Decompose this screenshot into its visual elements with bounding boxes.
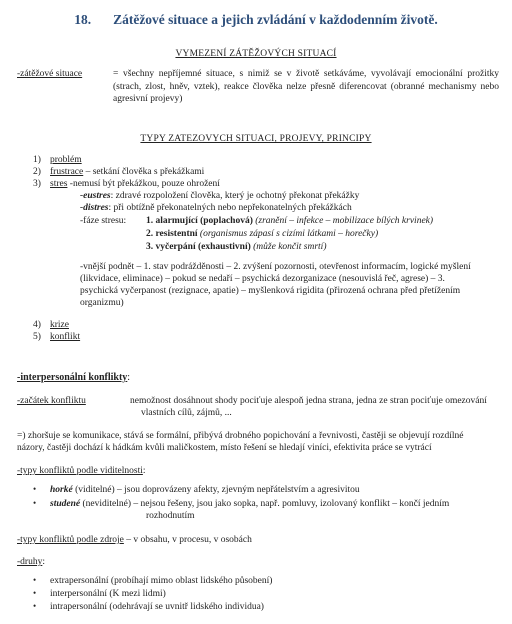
phase-1: 1. alarmující (poplachová) (zranění – infekce – mobilizace bílých krvinek) <box>146 216 434 226</box>
list-number: 4) <box>33 320 41 330</box>
cold-text-line-2: rozhodnutím <box>146 511 195 521</box>
phase-desc: (zranění – infekce – mobilizace bílých krvinek) <box>252 216 434 226</box>
external-line-1: -vnější podnět – 1. stav podrážděnosti – 2. zvýšení pozornosti, otevřenost informacím, logické myšlení <box>80 262 471 272</box>
external-line-2: (likvidace, eliminace) – pokud se nedaří – psychická dezorganizace (nesouvislá řeč, agrese) – 3. <box>80 274 445 284</box>
cold-conflict <box>50 498 449 511</box>
list-label: frustrace <box>50 167 84 177</box>
phase-desc: (organismus zápasí s cizími látkami – horečky) <box>197 229 379 239</box>
definition-text: = všechny nepříjemné situace, s nimiž se v životě setkáváme, vyvolávají emocionální prožitky (strach, zlost, hněv, vztek), reakce člověka nelze přesně diferencovat (obranné mechanismy nebo agresivní projevy) <box>113 69 499 104</box>
list-label: konflikt <box>50 332 81 342</box>
bullet-icon: • <box>33 588 37 598</box>
bullet-icon: • <box>33 498 37 508</box>
list-number: 2) <box>33 167 41 177</box>
definition-term: -zátěžové situace <box>17 69 83 79</box>
list-number: 3) <box>33 179 41 189</box>
page-title <box>0 12 512 28</box>
hot-conflict <box>50 484 360 497</box>
visibility-heading: -typy konfliktů podle viditelnosti: <box>17 466 146 476</box>
eustres-term: -eustres <box>80 191 111 201</box>
kinds-heading: -druhy: <box>17 557 45 567</box>
phase-name: vyčerpání (exhaustivní) <box>155 242 251 252</box>
hot-term: horké <box>50 485 73 495</box>
source-text: – v obsahu, v procesu, v osobách <box>123 535 252 545</box>
list-item-conflict <box>33 331 81 344</box>
distres-text: : při obtížně překonatelných nebo nepřekonatelných překážkách <box>108 203 352 213</box>
external-line-4: organizmu) <box>80 298 124 308</box>
phase-name: resistentní <box>155 229 198 239</box>
external-line-3: psychická vyčerpanost (rezignace, apatie) – myšlenková rigidita (přirozená ochrana před přetížením <box>80 286 461 296</box>
bullet-icon: • <box>33 575 37 585</box>
eustres-line <box>80 190 359 203</box>
phase-label: -fáze stresu: <box>80 216 127 226</box>
list-item-frustration <box>33 166 205 179</box>
conflict-effect-line-1: =) zhoršuje se komunikace, stává se formální, přibývá drobného popichování a řevnivosti, častěji se objevují rozdílné <box>17 431 464 441</box>
source-line <box>17 534 252 547</box>
distres-line <box>80 202 352 215</box>
source-heading: -typy konfliktů podle zdroje <box>17 535 124 545</box>
bullet-icon: • <box>33 601 37 611</box>
list-label: stres <box>50 179 68 189</box>
bullet-icon: • <box>33 484 37 494</box>
list-item-stress <box>33 178 220 191</box>
conflict-start-line-2: vlastních cílů, zájmů, ... <box>141 408 232 418</box>
list-number: 5) <box>33 332 41 342</box>
list-label: problém <box>50 155 82 165</box>
hot-text: (viditelné) – jsou doprovázeny afekty, zjevným nepřátelstvím a agresivitou <box>72 485 360 495</box>
phase-name: alarmující (poplachová) <box>155 216 253 226</box>
distres-term: -distres <box>80 203 109 213</box>
list-number: 1) <box>33 155 41 165</box>
list-item-problem <box>33 154 82 167</box>
conflict-start-term: -začátek konfliktu <box>17 396 86 406</box>
phase-3: 3. vyčerpání (exhaustivní) (může končit smrtí) <box>146 242 327 252</box>
phase-2: 2. resistentní (organismus zápasí s cizími látkami – horečky) <box>146 229 379 239</box>
list-text: – setkání člověka s překážkami <box>83 167 205 177</box>
conflict-effect-line-2: názory, častěji dochází k hádkám kvůli maličkostem, místo řešení se hledají viníci, efektivita práce se vytrácí <box>17 443 432 453</box>
cold-term: studené <box>50 499 81 509</box>
conflict-start-line-1: nemožnost dosáhnout shody pociťuje alespoň jedna strana, jedna ze stran pociťuje omezování <box>130 396 487 406</box>
title-number: 18. <box>74 12 92 27</box>
list-item: extrapersonální (probíhají mimo oblast lidského působení) <box>50 576 273 586</box>
cold-text: (neviditelné) – nejsou řešeny, jsou jako sopka, např. pomluvy, izolovaný konflikt – končí jedním <box>80 499 450 509</box>
eustres-text: : zdravé rozpoložení člověka, který je ochotný překonat překážky <box>110 191 360 201</box>
section-heading-definition: VYMEZENÍ ZÁTĚŽOVÝCH SITUACÍ <box>175 49 337 59</box>
list-label: krize <box>50 320 69 330</box>
list-text: -nemusí být překážkou, pouze ohrožení <box>67 179 220 189</box>
phase-desc: (může končit smrtí) <box>250 242 327 252</box>
conflicts-heading: -interpersonální konflikty: <box>17 372 131 383</box>
section-heading-types: TYPY ZATEZOVYCH SITUACI, PROJEVY, PRINCIPY <box>140 134 372 144</box>
list-item-crisis <box>33 319 69 332</box>
title-text: Zátěžové situace a jejich zvládání v každodenním životě. <box>113 12 438 27</box>
list-item: interpersonální (K mezi lidmi) <box>50 589 166 599</box>
list-item: intrapersonální (odehrávají se uvnitř lidského individua) <box>50 602 264 612</box>
